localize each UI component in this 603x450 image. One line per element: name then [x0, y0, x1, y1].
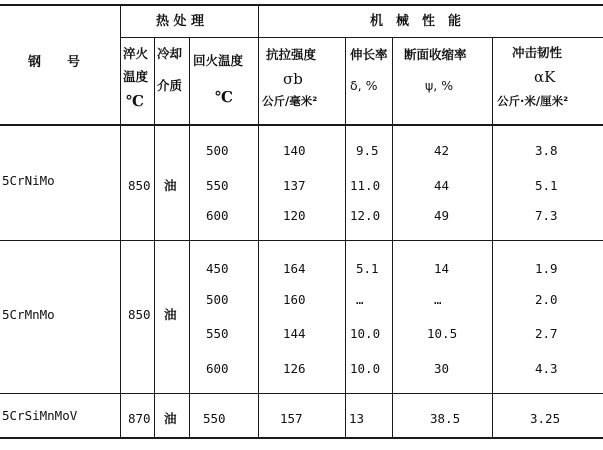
header-quench-temp-unit: ℃ — [126, 92, 144, 110]
temper-temp-cell: 450 — [206, 261, 229, 276]
header-reduction-unit: ψ, % — [425, 78, 454, 93]
impact-cell: 1.9 — [535, 261, 558, 276]
header-tensile-unit: 公斤/毫米² — [262, 94, 318, 108]
elongation-cell: 12.0 — [350, 208, 381, 223]
reduction-cell: 49 — [434, 208, 450, 223]
elongation-cell: 10.0 — [350, 361, 381, 376]
header-impact-label: 冲击韧性 — [512, 45, 563, 60]
header-temper-temp: 回火温度 — [193, 53, 244, 68]
header-elongation-label: 伸长率 — [350, 47, 388, 62]
grade-cell: 5CrSiMnMoV — [2, 408, 78, 423]
col-sep-3 — [189, 37, 190, 439]
tensile-cell: 126 — [283, 361, 306, 376]
elongation-cell: 10.0 — [350, 326, 381, 341]
rule-header-split — [120, 37, 603, 38]
temper-temp-cell: 550 — [203, 411, 226, 426]
header-quench-temp-line2: 温度 — [123, 69, 149, 84]
tensile-cell: 160 — [283, 292, 306, 307]
rule-top — [0, 4, 603, 6]
tensile-cell: 157 — [280, 411, 303, 426]
grade-cell: 5CrNiMo — [2, 173, 55, 188]
header-heat-treatment: 热 处 理 — [156, 14, 205, 29]
header-quench-temp-line1: 淬火 — [123, 46, 149, 61]
impact-cell: 3.25 — [530, 411, 561, 426]
rule-group-2 — [0, 393, 603, 394]
quench-temp-cell: 850 — [128, 307, 151, 322]
tensile-cell: 164 — [283, 261, 306, 276]
impact-cell: 5.1 — [535, 178, 558, 193]
reduction-cell: 30 — [434, 361, 450, 376]
header-impact-unit: 公斤·米/厘米² — [497, 94, 569, 108]
elongation-cell: … — [356, 292, 364, 307]
rule-header-bottom — [0, 124, 603, 126]
elongation-cell: 13 — [349, 411, 365, 426]
temper-temp-cell: 500 — [206, 292, 229, 307]
header-tensile-label: 抗拉强度 — [266, 47, 317, 62]
reduction-cell: … — [434, 292, 442, 307]
quench-temp-cell: 870 — [128, 411, 151, 426]
col-sep-5 — [345, 37, 346, 439]
header-temper-temp-unit: ℃ — [215, 88, 233, 106]
reduction-cell: 14 — [434, 261, 450, 276]
reduction-cell: 42 — [434, 143, 450, 158]
impact-cell: 3.8 — [535, 143, 558, 158]
temper-temp-cell: 550 — [206, 326, 229, 341]
rule-bottom — [0, 437, 603, 439]
temper-temp-cell: 550 — [206, 178, 229, 193]
header-mechanical-properties: 机 械 性 能 — [370, 14, 462, 29]
col-sep-2 — [154, 37, 155, 439]
impact-cell: 2.7 — [535, 326, 558, 341]
header-cooling-line1: 冷却 — [157, 46, 183, 61]
tensile-cell: 144 — [283, 326, 306, 341]
reduction-cell: 10.5 — [427, 326, 458, 341]
tensile-cell: 120 — [283, 208, 306, 223]
tensile-cell: 137 — [283, 178, 306, 193]
impact-cell: 4.3 — [535, 361, 558, 376]
impact-cell: 2.0 — [535, 292, 558, 307]
elongation-cell: 11.0 — [350, 178, 381, 193]
cooling-medium-cell: 油 — [164, 178, 177, 193]
quench-temp-cell: 850 — [128, 178, 151, 193]
grade-cell: 5CrMnMo — [2, 307, 55, 322]
header-elongation-unit: δ, % — [350, 78, 378, 93]
impact-cell: 7.3 — [535, 208, 558, 223]
header-reduction-label: 断面收缩率 — [404, 47, 467, 62]
col-sep-6 — [392, 37, 393, 439]
temper-temp-cell: 600 — [206, 361, 229, 376]
rule-group-1 — [0, 240, 603, 241]
tensile-cell: 140 — [283, 143, 306, 158]
reduction-cell: 38.5 — [430, 411, 461, 426]
temper-temp-cell: 500 — [206, 143, 229, 158]
cooling-medium-cell: 油 — [164, 307, 177, 322]
temper-temp-cell: 600 — [206, 208, 229, 223]
reduction-cell: 44 — [434, 178, 450, 193]
elongation-cell: 5.1 — [356, 261, 379, 276]
col-sep-1 — [120, 4, 121, 439]
elongation-cell: 9.5 — [356, 143, 379, 158]
cooling-medium-cell: 油 — [164, 411, 177, 426]
header-grade: 钢 号 — [28, 55, 81, 70]
header-cooling-line2: 介质 — [157, 78, 183, 93]
col-sep-4 — [258, 4, 259, 439]
col-sep-7 — [492, 37, 493, 439]
header-impact-symbol: αK — [534, 68, 556, 86]
header-tensile-symbol: σb — [283, 70, 303, 88]
